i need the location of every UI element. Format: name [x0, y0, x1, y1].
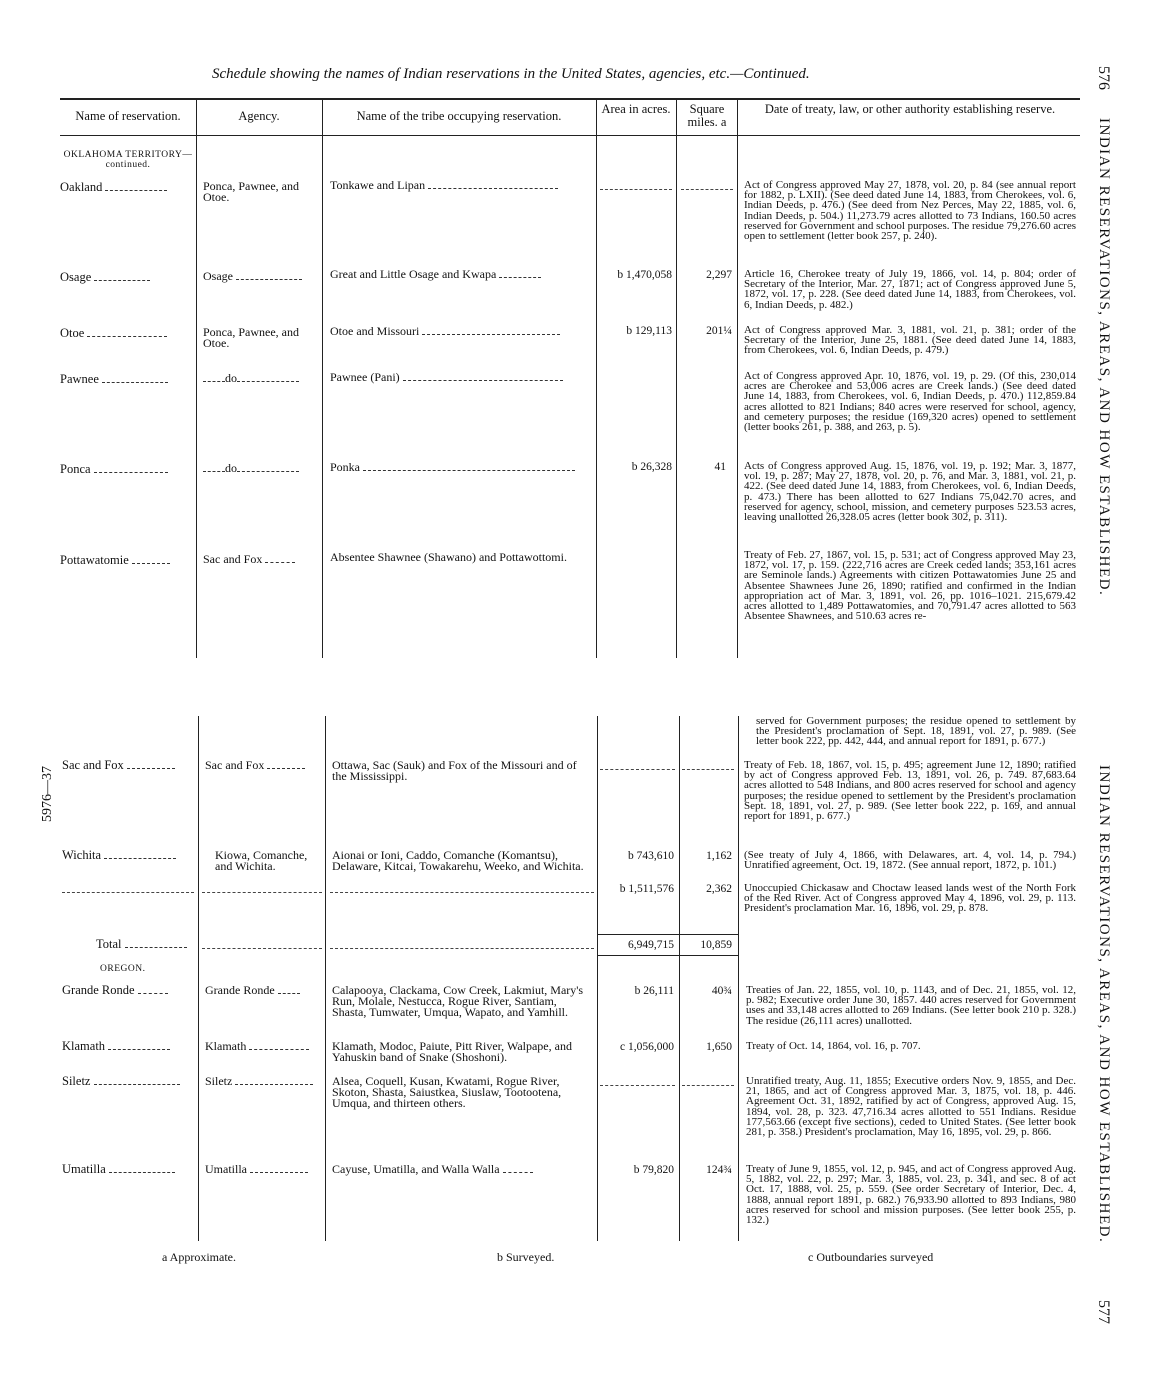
authority: Unratified treaty, Aug. 11, 1855; Executive orders Nov. 9, 1855, and Dec. 21, 1865, and act of Congress approved Mar. 3, 1875, vol. 18, p. 446. Agreement Oct. 31, 1892, ratified by act of Congress, approved Aug. 15, 1894, vol. 28, p. 323. 47,716.34 acres allotted to 551 Indians. Residue 177,563.66 (except five sections), ceded to United States. (See letter book 281, p. 358.) President's proclamation, May 16, 1895, vol. 29, p. 866.: [746, 1075, 1076, 1139]
page-number-top: 576: [1095, 66, 1112, 90]
agency: Klamath: [205, 1041, 323, 1052]
leader: [682, 769, 734, 770]
leader: [62, 892, 194, 893]
reservation-name: Oakland: [60, 182, 167, 193]
leader: [600, 1085, 675, 1086]
tribe: Absentee Shawnee (Shawano) and Pottawottomi.: [330, 550, 567, 564]
header-agency: Agency.: [238, 109, 280, 123]
reservation-name: Ponca: [60, 464, 168, 475]
col-divider: [676, 98, 677, 658]
agency: Siletz: [205, 1076, 323, 1087]
reservation-name: Siletz: [62, 1076, 180, 1087]
square-miles: 2,362: [706, 883, 732, 895]
area-acres: b 1,511,576: [619, 883, 674, 895]
tribe: Tonkawe and Lipan: [330, 180, 592, 191]
square-miles: 40¾: [711, 985, 732, 997]
header-bottom-rule: [60, 135, 1080, 136]
area-acres: b 26,328: [631, 461, 672, 473]
authority-continued: served for Government purposes; the residue opened to settlement by the President's proclamation of Sept. 18, 1891, vol. 27, p. 989. (See letter book 222, pp. 442, 444, and annual report for 1891, p. 677.): [756, 715, 1076, 748]
reservation-name: Sac and Fox: [62, 760, 175, 771]
square-miles: 2,297: [706, 269, 732, 281]
total-label: Total: [96, 939, 187, 950]
section-heading: OKLAHOMA TERRITORY—continued.: [63, 150, 193, 170]
area-acres: c 1,056,000: [620, 1041, 674, 1053]
total-square: 10,859: [700, 939, 732, 951]
tribe: Klamath, Modoc, Paiute, Pitt River, Walpape, and Yahuskin band of Snake (Shoshoni).: [332, 1039, 572, 1065]
leader: [600, 769, 675, 770]
col-divider: [737, 98, 738, 658]
total-area: 6,949,715: [628, 939, 674, 951]
area-acres: b 26,111: [634, 985, 674, 997]
col-divider: [679, 716, 680, 1241]
col-divider: [738, 716, 739, 1241]
tribe: Calapooya, Clackama, Cow Creek, Lakmiut, Mary's Run, Molale, Nestucca, Rogue River, Santiam, Shasta, Tumwater, Umqua, Wapato, and Yamhill.: [332, 983, 584, 1020]
leader: [330, 948, 594, 949]
authority: Treaty of Feb. 27, 1867, vol. 15, p. 531; act of Congress approved May 23, 1872, vol. 17, p. 159. (222,716 acres are Creek ceded lands; 353,161 acres are Seminole lands.) Agreements with citizen Pottawatomies June 25 and Absentee Shawnees June 26, 1890; ratified and confirmed in the Indian appropriation act of Mar. 3, 1891, vol. 26, pp. 1016–1021. 215,679.42 acres allotted to 1,489 Pottawatomies, and 70,791.47 acres allotted to 563 Absentee Shawnees, and 510.63 acres re-: [744, 549, 1076, 623]
agency: do: [203, 463, 319, 474]
header-date: Date of treaty, law, or other authority establishing reserve.: [764, 102, 1056, 116]
reservation-name: Grande Ronde: [62, 985, 168, 996]
agency: Sac and Fox: [203, 554, 319, 565]
tribe: Great and Little Osage and Kwapa: [330, 269, 592, 280]
agency: Osage: [203, 271, 319, 282]
tribe: Aionai or Ioni, Caddo, Comanche (Komantsu), Delaware, Kitcai, Towakarehu, Weeko, and Wichita.: [332, 848, 584, 874]
leader: [681, 189, 733, 190]
reservation-name: Pawnee: [60, 374, 168, 385]
col-divider: [596, 98, 597, 658]
reservation-name: Osage: [60, 272, 150, 283]
agency: Sac and Fox: [205, 760, 323, 771]
col-divider: [198, 716, 199, 1241]
area-acres: b 1,470,058: [617, 269, 672, 281]
total-rule: [597, 934, 738, 935]
tribe: Ponka: [330, 462, 592, 473]
reservation-name: Pottawatomie: [60, 555, 170, 566]
square-miles: 124¾: [706, 1164, 732, 1176]
page-number-bottom: 577: [1095, 1300, 1112, 1324]
col-divider: [322, 98, 323, 658]
col-divider: [325, 716, 326, 1241]
leader: [682, 1085, 734, 1086]
col-divider: [196, 98, 197, 658]
agency: Umatilla: [205, 1164, 323, 1175]
tribe: Pawnee (Pani): [330, 372, 592, 383]
square-miles: 41: [714, 461, 726, 473]
footnote-c: c Outboundaries surveyed: [808, 1250, 934, 1264]
header-square: Square miles. a: [687, 102, 727, 129]
col-divider: [597, 716, 598, 1241]
running-head-top: INDIAN RESERVATIONS, AREAS, AND HOW ESTABLISHED.: [1096, 118, 1112, 597]
agency: Ponca, Pawnee, and Otoe.: [203, 325, 299, 351]
section-heading: OREGON.: [100, 964, 146, 974]
footnote-a: a Approximate.: [162, 1250, 236, 1264]
tribe: Ottawa, Sac (Sauk) and Fox of the Missouri and of the Mississippi.: [332, 758, 577, 784]
reservation-name: Umatilla: [62, 1164, 175, 1175]
header-tribe: Name of the tribe occupying reservation.: [356, 109, 562, 123]
authority: Treaty of Oct. 14, 1864, vol. 16, p. 707.: [746, 1040, 921, 1052]
authority: Treaty of Feb. 18, 1867, vol. 15, p. 495; agreement June 12, 1890; ratified by act of Congress approved Feb. 13, 1891, vol. 26, p. 749. 87,683.64 acres allotted to 548 Indians, and 800 acres reserved for school and agency purposes; the residue opened to settlement by the President's proclamation Sept. 18, 1891, vol. 27, p. 989. (See letter book 222, p. 169, and annual report for 1891, p. 677.): [744, 759, 1076, 823]
reservation-name: Otoe: [60, 328, 167, 339]
leader: [202, 948, 322, 949]
table-top-rule: [60, 98, 1080, 100]
signature-mark: 5976—37: [40, 766, 55, 822]
area-acres: b 743,610: [628, 850, 674, 862]
header-area: Area in acres.: [601, 102, 671, 116]
authority: Act of Congress approved Apr. 10, 1876, vol. 19, p. 29. (Of this, 230,014 acres are Cherokee and 53,006 acres are Creek lands.) (See deed dated June 14, 1883, from Cherokees, vol. 6, Indian Deeds, p. 470.) 112,859.84 acres allotted to 821 Indians; 840 acres were reserved for school, agency, and cemetery purposes; the residue (169,320 acres) opened to settlement (letter books 261, p. 388, and 263, p. 5).: [744, 370, 1076, 434]
authority: Treaties of Jan. 22, 1855, vol. 10, p. 1143, and of Dec. 21, 1855, vol. 12, p. 982; Executive order June 30, 1857. 440 acres reserved for Government uses and 33,148 acres allotted to 269 Indians. (See letter book 210 p. 328.) The residue (26,111 acres) unallotted.: [746, 984, 1076, 1027]
reservation-name: Klamath: [62, 1041, 170, 1052]
header-name: Name of reservation.: [75, 109, 181, 123]
reservation-name: Wichita: [62, 850, 176, 861]
square-miles: 201¼: [706, 325, 732, 337]
tribe: Alsea, Coquell, Kusan, Kwatami, Rogue River, Skoton, Shasta, Saiustkea, Siuslaw, Tootootena, Umqua, and thirteen others.: [332, 1074, 562, 1111]
agency: Ponca, Pawnee, and Otoe.: [203, 179, 299, 205]
leader: [330, 892, 594, 893]
running-head-bottom: INDIAN RESERVATIONS, AREAS, AND HOW ESTABLISHED.: [1096, 765, 1112, 1244]
agency: Grande Ronde: [205, 985, 323, 996]
area-acres: b 129,113: [626, 325, 672, 337]
square-miles: 1,162: [706, 850, 732, 862]
agency: Kiowa, Comanche, and Wichita.: [215, 848, 308, 874]
footnote-b: b Surveyed.: [497, 1250, 555, 1264]
square-miles: 1,650: [706, 1041, 732, 1053]
authority: Act of Congress approved Mar. 3, 1881, vol. 21, p. 381; order of the Secretary of the Interior, June 25, 1881. (See deed dated June 14, 1883, from Cherokees, vol. 6, Indian Deeds, p. 479.): [744, 324, 1076, 357]
authority: (See treaty of July 4, 1866, with Delawares, art. 4, vol. 14, p. 794.) Unratified agreement, Oct. 19, 1872. (See annual report, 1872, p. 101.): [744, 849, 1076, 872]
area-acres: b 79,820: [633, 1164, 674, 1176]
leader: [202, 892, 322, 893]
authority: Unoccupied Chickasaw and Choctaw leased lands west of the North Fork of the Red River. Act of Congress approved May 4, 1896, vol. 29, p. 113. President's proclamation Mar. 16, 1896, vol. 29, p. 878.: [744, 882, 1076, 915]
page-title: Schedule showing the names of Indian reservations in the United States, agencies, etc.—Continued.: [212, 66, 810, 82]
authority: Act of Congress approved May 27, 1878, vol. 20, p. 84 (see annual report for 1882, p. LXII). (See deed dated June 14, 1883, from Cherokees, vol. 6, Indian Deeds, p. 476.) (See deed from Nez Perces, May 22, 1885, vol. 6, Indian Deeds, p. 504.) 11,273.79 acres allotted to 73 Indians, 160.50 acres reserved for Government and school purposes. The residue 79,276.60 acres open to settlement (letter book 257, p. 240).: [744, 179, 1076, 243]
tribe: Otoe and Missouri: [330, 326, 592, 337]
tribe: Cayuse, Umatilla, and Walla Walla: [332, 1164, 592, 1175]
agency: do: [203, 373, 319, 384]
authority: Acts of Congress approved Aug. 15, 1876, vol. 19, p. 192; Mar. 3, 1877, vol. 19, p. 287; May 27, 1878, vol. 20, p. 76, and Mar. 3, 1881, vol. 21, p. 422. (See deed dated June 14, 1883, from Cherokees, vol. 6, Indian Deeds, p. 473.) There has been allotted to 627 Indians 75,042.70 acres, and reserved for agency, school, mission, and cemetery purposes 523.53 acres, leaving unallotted 26,328.05 acres (letter book 302, p. 311).: [744, 460, 1076, 524]
authority: Treaty of June 9, 1855, vol. 12, p. 945, and act of Congress approved Aug. 5, 1882, vol. 22, p. 297; Mar. 3, 1885, vol. 23, p. 341, and sec. 8 of act Oct. 17, 1888, vol. 25, p. 559. (See order Secretary of Interior, Dec. 4, 1888, annual report 1891, p. 682.) 76,933.90 allotted to 893 Indians, 980 acres reserved for school and mission purposes. (See letter book 255, p. 132.): [746, 1163, 1076, 1227]
total-rule: [597, 955, 738, 956]
authority: Article 16, Cherokee treaty of July 19, 1866, vol. 14, p. 804; order of Secretary of the Interior, Mar. 27, 1871; act of Congress approved June 5, 1872, vol. 17, p. 228. (See deed dated June 14, 1883, from Cherokees, vol. 6, Indian Deeds, p. 482.): [744, 268, 1076, 311]
leader: [600, 189, 672, 190]
